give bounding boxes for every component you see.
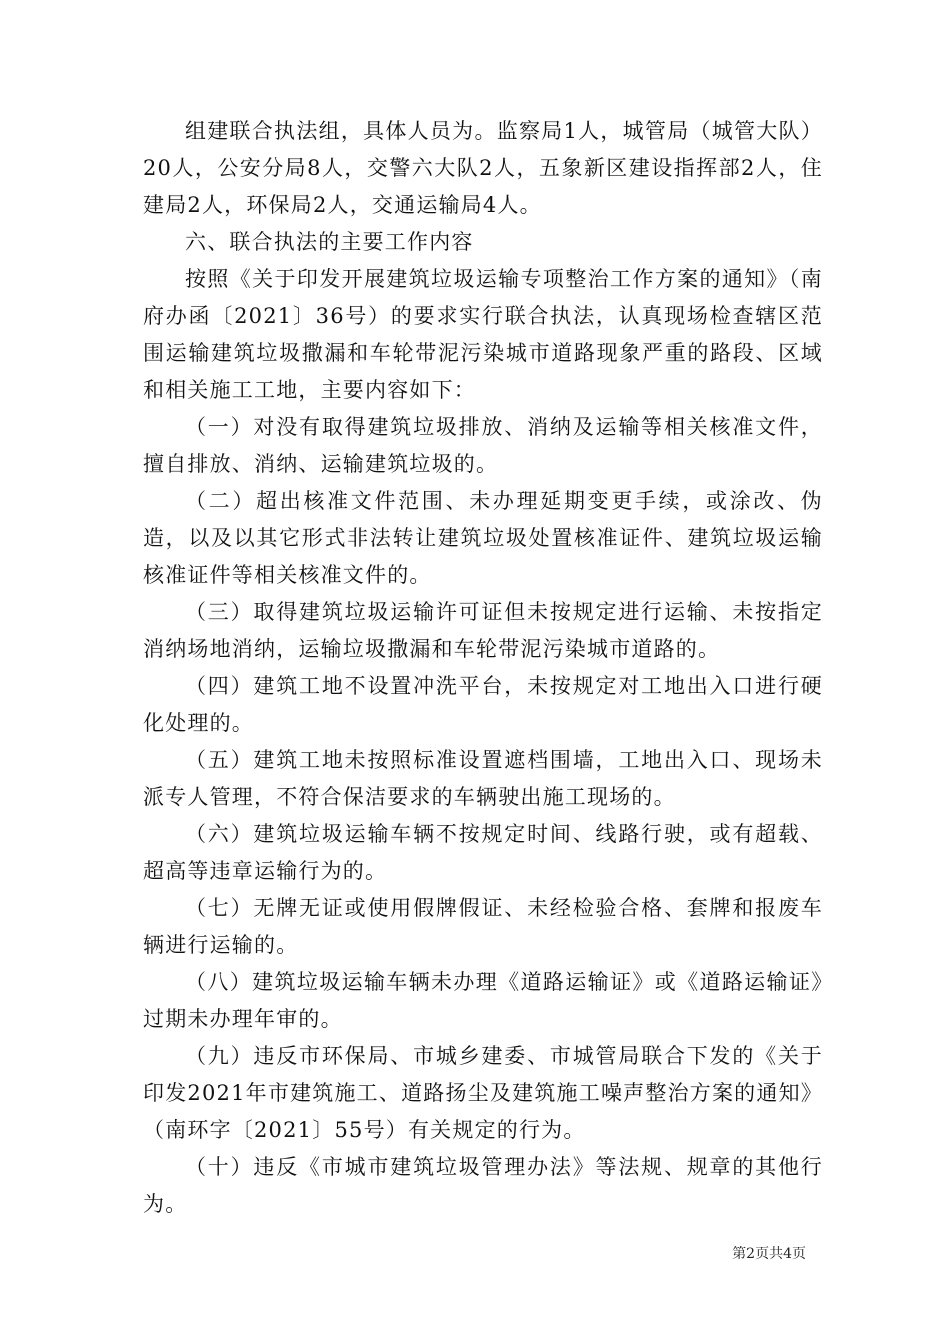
list-item-4: （四）建筑工地不设置冲洗平台，未按规定对工地出入口进行硬化处理的。 <box>143 674 823 735</box>
list-item-8: （八）建筑垃圾运输车辆未办理《道路运输证》或《道路运输证》过期未办理年审的。 <box>143 970 823 1031</box>
list-item-1: （一）对没有取得建筑垃圾排放、消纳及运输等相关核准文件，擅自排放、消纳、运输建筑垃圾的。 <box>143 415 823 476</box>
paragraph-intro: 按照《关于印发开展建筑垃圾运输专项整治工作方案的通知》（南府办函〔2021〕36号）的要求实行联合执法，认真现场检查辖区范围运输建筑垃圾撒漏和车轮带泥污染城市道路现象严重的路段、区域和相关施工工地，主要内容如下： <box>143 267 823 402</box>
list-item-3: （三）取得建筑垃圾运输许可证但未按规定进行运输、未按指定消纳场地消纳，运输垃圾撒漏和车轮带泥污染城市道路的。 <box>143 600 823 661</box>
list-item-6: （六）建筑垃圾运输车辆不按规定时间、线路行驶，或有超载、超高等违章运输行为的。 <box>143 822 823 883</box>
document-body <box>143 113 823 1223</box>
list-item-5: （五）建筑工地未按照标准设置遮档围墙，工地出入口、现场未派专人管理，不符合保洁要求的车辆驶出施工现场的。 <box>143 748 823 809</box>
paragraph-personnel: 组建联合执法组，具体人员为。监察局1人，城管局（城管大队）20人，公安分局8人，交警六大队2人，五象新区建设指挥部2人，住建局2人，环保局2人，交通运输局4人。 <box>143 119 823 217</box>
list-item-7: （七）无牌无证或使用假牌假证、未经检验合格、套牌和报废车辆进行运输的。 <box>143 896 823 957</box>
list-item-9: （九）违反市环保局、市城乡建委、市城管局联合下发的《关于印发2021年市建筑施工、道路扬尘及建筑施工噪声整治方案的通知》（南环字〔2021〕55号）有关规定的行为。 <box>143 1044 823 1142</box>
page-number-footer: 第2页共4页 <box>732 1246 806 1262</box>
section-heading-6: 六、联合执法的主要工作内容 <box>185 230 474 254</box>
list-item-10: （十）违反《市城市建筑垃圾管理办法》等法规、规章的其他行为。 <box>143 1155 823 1216</box>
list-item-2: （二）超出核准文件范围、未办理延期变更手续，或涂改、伪造，以及以其它形式非法转让建筑垃圾处置核准证件、建筑垃圾运输核准证件等相关核准文件的。 <box>143 489 823 587</box>
